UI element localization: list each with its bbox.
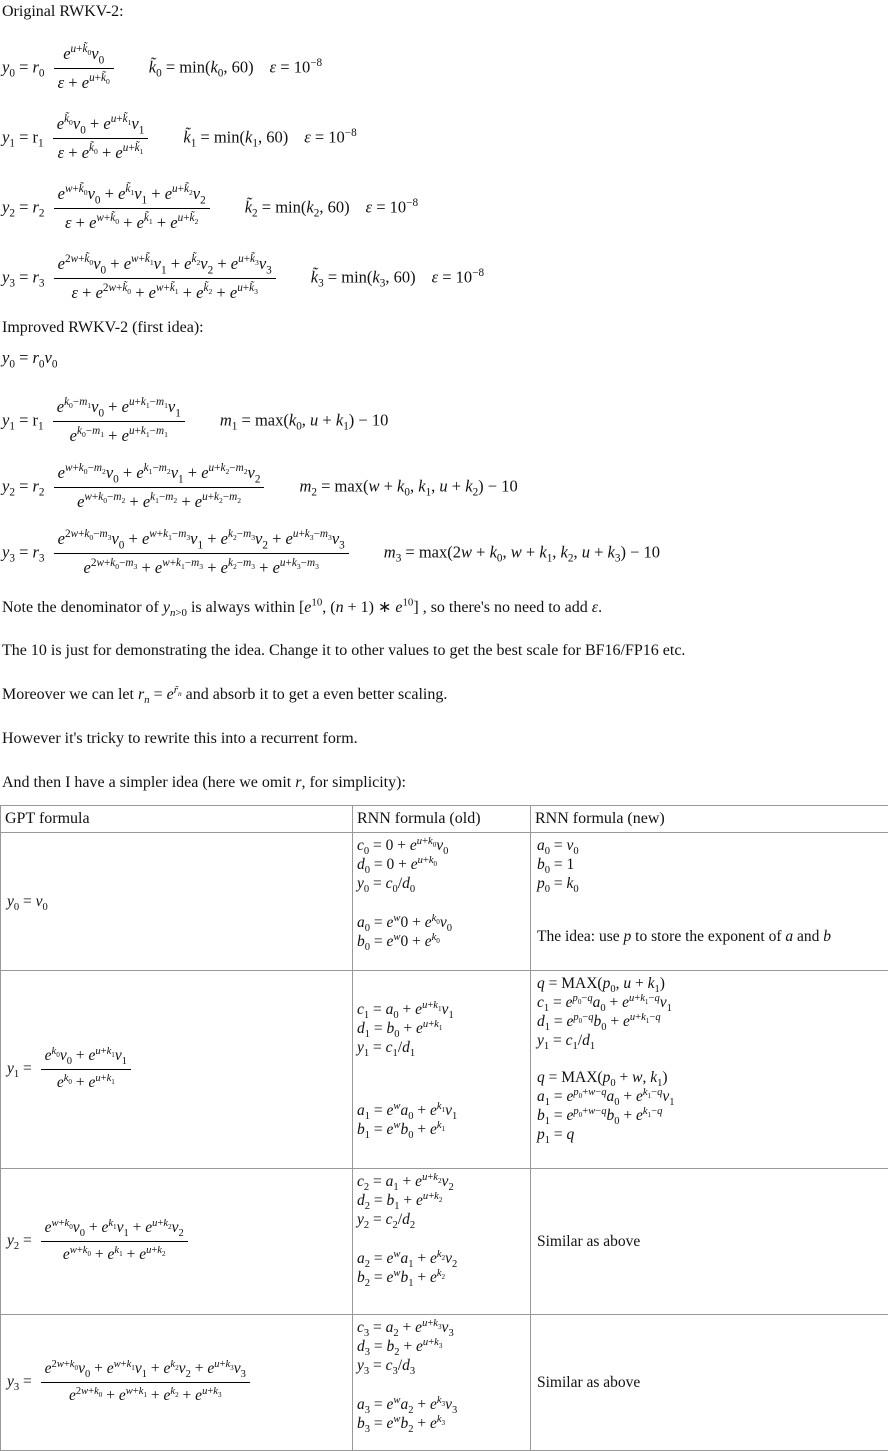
cell-y0-rnn-old: $c_0 = 0 + e^{u+k_0}v_0$ $d_0 = 0 + e^{u+k_0}$ $y_0 = c_0/d_0$ $a_0 = e^w0 + e^{k_0}v_0$ $b_0 = e^w0 + e^{k_0}$ — [353, 833, 531, 971]
note-scale-choice: The 10 is just for demonstrating the idea. Change it to other values to get the best scale for BF16/FP16 etc. — [2, 629, 685, 673]
formula-improved-y2: $y_2 = r_2$ $\frac{e^{w+k_0-m_2}v_0 + e^{k_1-m_2}v_1 + e^{u+k_2-m_2}v_2}{e^{w+k_0-m_2} + e^{k_1-m_2} + e^{u+k_2-m_2}}$ $m_2 = \max(w + k_0$, $k_1$, $u + k_2) - 10$ — [2, 454, 660, 520]
table-row-y0 — [1, 833, 888, 971]
section-original — [2, 2, 484, 313]
cell-y0-rnn-new: $a_0 = v_0$ $b_0 = 1$ $p_0 = k_0$ The idea: use p to store the exponent of a and b — [531, 833, 888, 971]
cell-y2-rnn-old: $c_2 = a_1 + e^{u+k_2}v_2$ $d_2 = b_1 + e^{u+k_2}$ $y_2 = c_2/d_2$ $a_2 = e^wa_1 + e^{k_2}v_2$ $b_2 = e^wb_1 + e^{k_2}$ — [353, 1169, 531, 1315]
cell-y2-gpt: $y_2$ = $\frac{e^{w+k_0}v_0 + e^{k_1}v_1 + e^{u+k_2}v_2}{e^{w+k_0} + e^{k_1} + e^{u+k_2}}$ — [1, 1169, 353, 1315]
cell-y1-gpt: $y_1$ = $\frac{e^{k_0}v_0 + e^{u+k_1}v_1}{e^{k_0} + e^{u+k_1}}$ — [1, 971, 353, 1169]
note-denominator-range: Note the denominator of $y_{n>0}$ is always within [$e^{10}$, (n + 1) ∗ $e^{10}$] , so there's no need to add ε. — [2, 585, 685, 629]
cell-y0-gpt: $y_0 = v_0$ — [1, 833, 353, 971]
cell-y1-rnn-new: $q = MAX(p_0$, $u + k_1$) $c_1 = e^{p_0-q}a_0 + e^{u+k_1-q}v_1$ $d_1 = e^{p_0-q}b_0 + e^{u+k_1-q}$ $y_1 = c_1/d_1$ $q = MAX(p_0 + w$, $k_1$) $a_1 = e^{p_0+w-q}a_0 + e^{k_1-q}v_1$ $b_1 = e^{p_0+w-q}b_0 + e^{k_1-q}$ $p_1 = q$ — [531, 971, 888, 1169]
formula-original-y3: $y_3 = r_3$ $\frac{e^{2w+k̃_0}v_0 + e^{w+k̃_1}v_1 + e^{k̃_2}v_2 + e^{u+k̃_3}v_3}{\varepsilon + e^{2w+k̃_0} + e^{w+k̃_1} + e^{k̃_2} + e^{u+k̃_3}}$ $k̃_3 = \min(k_3$, 60) $\varepsilon = 10^{-8}$ — [2, 243, 484, 313]
table-header-row — [1, 806, 888, 833]
section-table — [0, 805, 888, 1451]
table-row-y1 — [1, 971, 888, 1169]
formula-original-y0: $y_0 = r_0$ $\frac{e^{u+k̃_0}v_0}{\varepsilon + e^{u+k̃_0}}$ $k̃_0 = \min(k_0$, 60) $\varepsilon = 10^{-8}$ — [2, 33, 484, 103]
table-header-rnn-new: RNN formula (new) — [531, 806, 888, 833]
table-row-y2 — [1, 1169, 888, 1315]
note-recurrent-form: However it's tricky to rewrite this into a recurrent form. — [2, 717, 685, 761]
section-heading-improved: Improved RWKV-2 (first idea): — [2, 318, 660, 338]
formula-improved-y0: $y_0 = r_0v_0$ — [2, 338, 660, 378]
table-header-rnn-old: RNN formula (old) — [353, 806, 531, 833]
formula-original-y1: $y_1 = r_1$ $\frac{e^{k̃_0}v_0 + e^{u+k̃_1}v_1}{\varepsilon + e^{k̃_0} + e^{u+k̃_1}}$ $k̃_1 = \min(k_1$, 60) $\varepsilon = 10^{-8}$ — [2, 103, 484, 173]
formula-improved-y3: $y_3 = r_3$ $\frac{e^{2w+k_0-m_3}v_0 + e^{w+k_1-m_3}v_1 + e^{k_2-m_3}v_2 + e^{u+k_3-m_3}v_3}{e^{2w+k_0-m_3} + e^{w+k_1-m_3} + e^{k_2-m_3} + e^{u+k_3-m_3}}$ $m_3 = \max(2w + k_0$, $w + k_1$, $k_2$, $u + k_3) - 10$ — [2, 520, 660, 586]
table-header-gpt: GPT formula — [1, 806, 353, 833]
cell-y3-gpt: $y_3$ = $\frac{e^{2w+k_0}v_0 + e^{w+k_1}v_1 + e^{k_2}v_2 + e^{u+k_3}v_3}{e^{2w+k_0} + e^{w+k_1} + e^{k_2} + e^{u+k_3}}$ — [1, 1315, 353, 1451]
section-improved — [2, 318, 660, 586]
cell-y2-rnn-new: Similar as above — [531, 1169, 888, 1315]
cell-y1-rnn-old: $c_1 = a_0 + e^{u+k_1}v_1$ $d_1 = b_0 + e^{u+k_1}$ $y_1 = c_1/d_1$ $a_1 = e^wa_0 + e^{k_1}v_1$ $b_1 = e^wb_0 + e^{k_1}$ — [353, 971, 531, 1169]
cell-y3-rnn-new: Similar as above — [531, 1315, 888, 1451]
comparison-table — [0, 805, 888, 1451]
formula-original-y2: $y_2 = r_2$ $\frac{e^{w+k̃_0}v_0 + e^{k̃_1}v_1 + e^{u+k̃_2}v_2}{\varepsilon + e^{w+k̃_0} + e^{k̃_1} + e^{u+k̃_2}}$ $k̃_2 = \min(k_2$, 60) $\varepsilon = 10^{-8}$ — [2, 173, 484, 243]
note-absorb-r: Moreover we can let $r_n = e^{r̃_n}$ and absorb it to get a even better scaling. — [2, 673, 685, 717]
formula-improved-y1: $y_1 = r_1$ $\frac{e^{k_0-m_1}v_0 + e^{u+k_1-m_1}v_1}{e^{k_0-m_1} + e^{u+k_1-m_1}}$ $m_1 = \max(k_0$, $u + k_1) - 10$ — [2, 388, 660, 454]
table-row-y3 — [1, 1315, 888, 1451]
cell-y3-rnn-old: $c_3 = a_2 + e^{u+k_3}v_3$ $d_3 = b_2 + e^{u+k_3}$ $y_3 = c_3/d_3$ $a_3 = e^wa_2 + e^{k_3}v_3$ $b_3 = e^wb_2 + e^{k_3}$ — [353, 1315, 531, 1451]
note-simpler-idea: And then I have a simpler idea (here we omit r, for simplicity): — [2, 761, 685, 805]
section-notes — [2, 585, 685, 805]
section-heading-original: Original RWKV-2: — [2, 2, 484, 22]
